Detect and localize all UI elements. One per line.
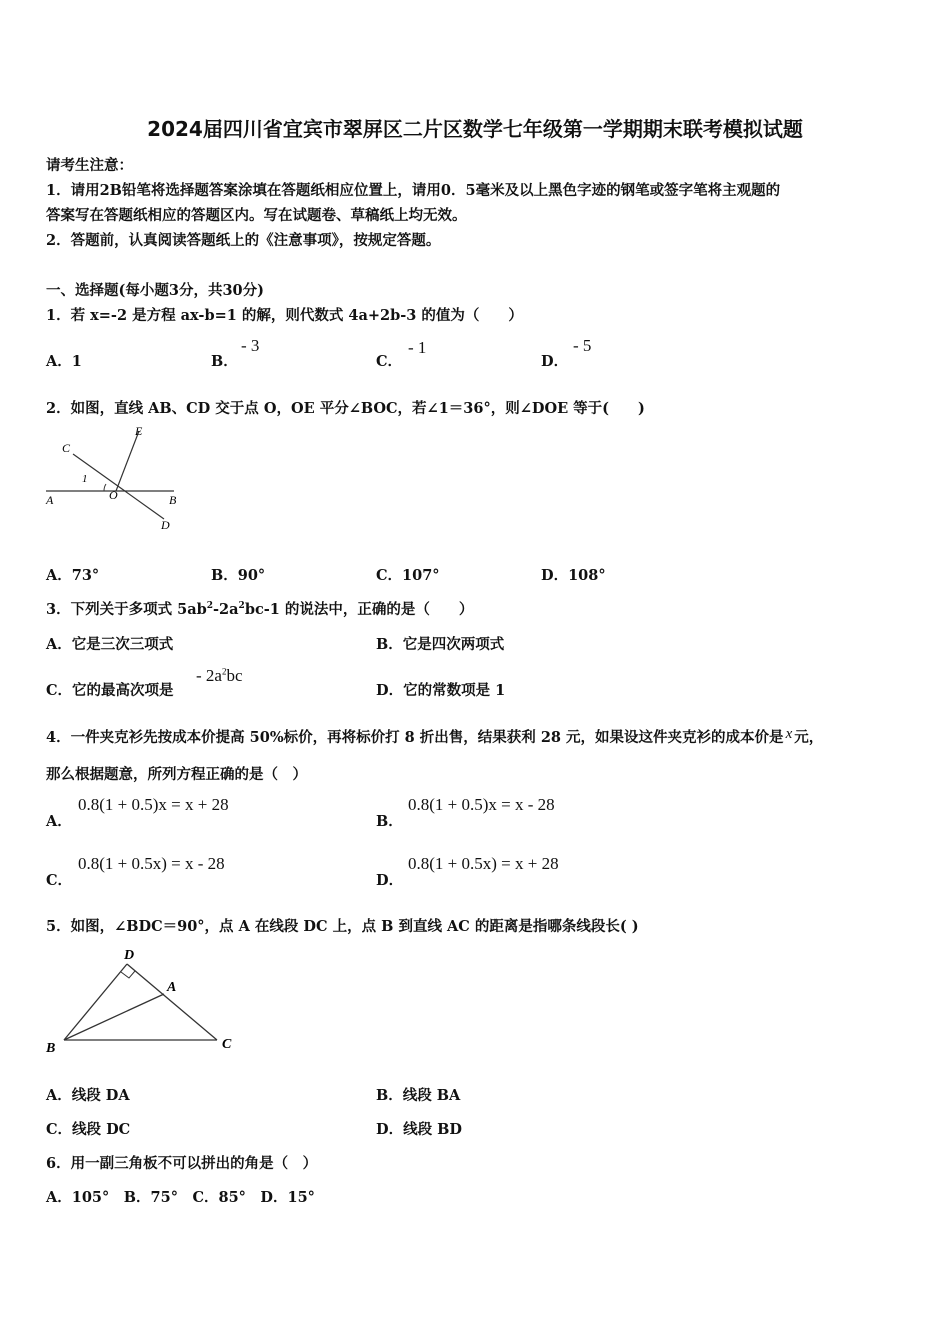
segment-ba bbox=[64, 994, 164, 1040]
q4-option-a-equation: 0.8(1 + 0.5)x = x + 28 bbox=[78, 795, 229, 814]
label-c: C bbox=[222, 1037, 232, 1052]
q2-option-c: C．107° bbox=[376, 567, 440, 584]
q3-option-c: C．它的最高次项是 bbox=[46, 682, 174, 699]
page-title: 2024届四川省宜宾市翠屏区二片区数学七年级第一学期期末联考模拟试题 bbox=[147, 117, 803, 141]
q1-option-b-label: B． bbox=[211, 353, 238, 370]
line-cd bbox=[73, 454, 164, 519]
q5-option-a: A．线段 DA bbox=[46, 1087, 130, 1104]
q2-option-d: D．108° bbox=[541, 567, 606, 584]
q1-option-b-value: - 3 bbox=[241, 336, 260, 355]
q4-option-a-label: A． bbox=[46, 813, 72, 830]
label-a: A bbox=[46, 493, 54, 507]
question-2-stem: 2．如图，直线 AB、CD 交于点 O，OE 平分∠BOC，若∠1＝36°，则∠DOE 等于( ) bbox=[46, 400, 645, 417]
q3-option-d: D．它的常数项是 1 bbox=[376, 682, 506, 699]
q1-option-d-label: D． bbox=[541, 353, 569, 370]
q4-option-d-label: D． bbox=[376, 872, 404, 889]
q1-option-d-value: - 5 bbox=[573, 336, 592, 355]
q2-option-b: B．90° bbox=[211, 567, 266, 584]
notice-line-1: 1．请用2B铅笔将选择题答案涂填在答题纸相应位置上，请用0．5毫米及以上黑色字迹的钢笔或签字笔将主观题的 bbox=[46, 182, 781, 199]
q1-option-a: A．1 bbox=[46, 353, 82, 370]
q3-option-c-math: - $2a^2bc$ bbox=[196, 666, 243, 685]
label-angle-1: 1 bbox=[82, 473, 88, 485]
angle-1-arc bbox=[104, 484, 106, 491]
q4-option-c-label: C． bbox=[46, 872, 73, 889]
q4-option-b-label: B． bbox=[376, 813, 403, 830]
notice-line-3: 2．答题前，认真阅读答题纸上的《注意事项》，按规定答题。 bbox=[46, 232, 441, 249]
segment-dc bbox=[127, 964, 217, 1040]
q5-figure-triangle bbox=[42, 944, 242, 1056]
question-4-stem-line2: 那么根据题意，所列方程正确的是（ ） bbox=[46, 766, 307, 783]
q4-option-b-equation: 0.8(1 + 0.5)x = x - 28 bbox=[408, 795, 555, 814]
ray-oe bbox=[116, 431, 139, 491]
q5-option-d: D．线段 BD bbox=[376, 1121, 462, 1138]
q1-option-c-label: C． bbox=[376, 353, 403, 370]
q4-option-d-equation: 0.8(1 + 0.5x) = x + 28 bbox=[408, 854, 559, 873]
q1-option-c-value: - 1 bbox=[408, 338, 427, 357]
question-1-stem: 1．若 x=-2 是方程 ax-b=1 的解，则代数式 4a+2b-3 的值为（ ） bbox=[46, 307, 523, 324]
q3-option-a: A．它是三次三项式 bbox=[46, 636, 174, 653]
label-e: E bbox=[135, 424, 143, 438]
q4-option-c-equation: 0.8(1 + 0.5x) = x - 28 bbox=[78, 854, 225, 873]
question-5-stem: 5．如图，∠BDC＝90°，点 A 在线段 DC 上，点 B 到直线 AC 的距离是指哪条线段长( ) bbox=[46, 918, 639, 935]
q2-option-a: A．73° bbox=[46, 567, 100, 584]
q5-option-c: C．线段 DC bbox=[46, 1121, 131, 1138]
question-4-stem: 4．一件夹克衫先按成本价提高 50%标价，再将标价打 8 折出售，结果获利 28 元，如果设这件夹克衫的成本价是 x 元， bbox=[46, 726, 824, 746]
segment-bd bbox=[64, 964, 127, 1040]
q2-figure-angles bbox=[44, 422, 194, 532]
label-o: O bbox=[109, 488, 118, 502]
label-d: D bbox=[161, 518, 170, 532]
label-c: C bbox=[62, 441, 71, 455]
q3-option-b: B．它是四次两项式 bbox=[376, 636, 505, 653]
q6-options: A．105° B．75° C．85° D．15° bbox=[46, 1189, 315, 1206]
notice-heading: 请考生注意： bbox=[46, 157, 133, 174]
right-angle-mark bbox=[121, 971, 135, 978]
label-b: B bbox=[169, 493, 177, 507]
label-b: B bbox=[46, 1041, 56, 1056]
section-heading: 一、选择题(每小题3分，共30分) bbox=[46, 282, 264, 299]
q5-option-b: B．线段 BA bbox=[376, 1087, 461, 1104]
question-6-stem: 6．用一副三角板不可以拼出的角是（ ） bbox=[46, 1155, 318, 1172]
label-a: A bbox=[167, 980, 177, 995]
question-3-stem: 3．下列关于多项式 $5ab^2-2a^2bc-1$ 的说法中，正确的是（ ） bbox=[46, 601, 474, 618]
label-d: D bbox=[124, 948, 135, 963]
notice-line-2: 答案写在答题纸相应的答题区内。写在试题卷、草稿纸上均无效。 bbox=[46, 207, 467, 224]
